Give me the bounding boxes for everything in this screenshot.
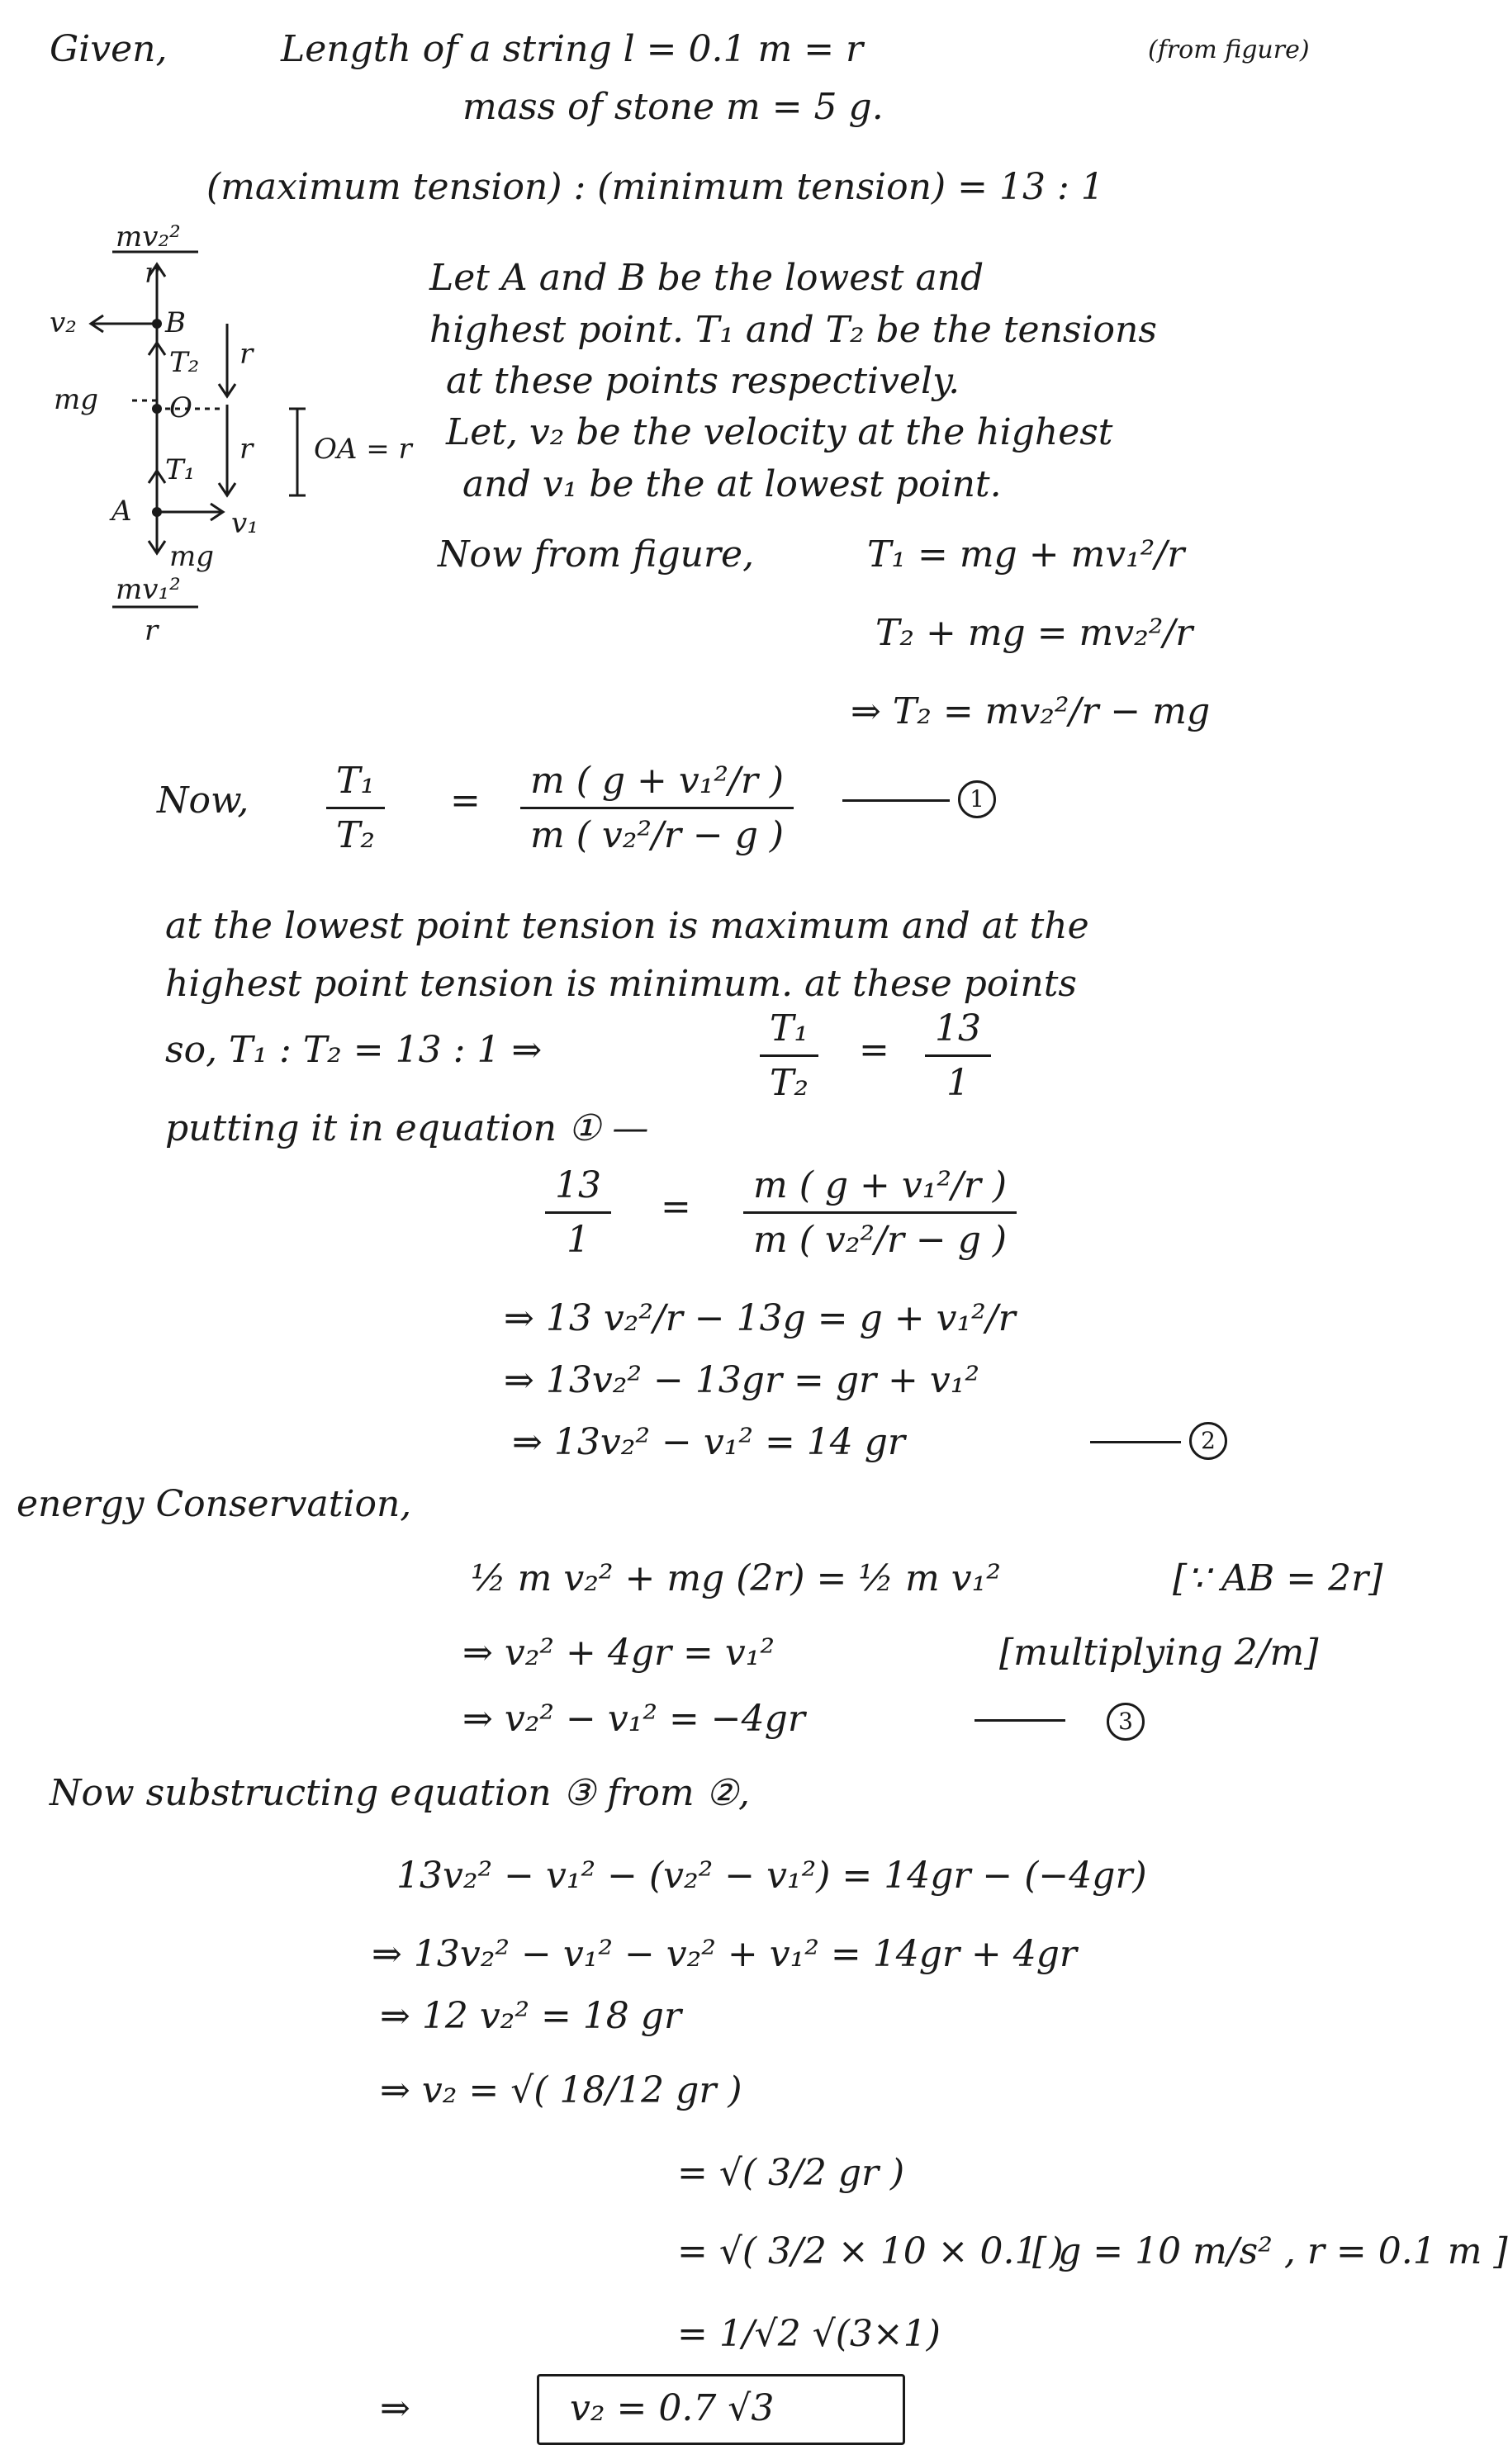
from-figure-note: (from figure) (1148, 36, 1310, 64)
step1-line-3: ⇒ 13v₂² − v₁² = 14 gr (512, 1421, 905, 1463)
top-force-num: mv₂² (116, 220, 181, 254)
final-answer: v₂ = 0.7 √3 (570, 2387, 775, 2429)
subtract-line-6: = √( 3/2 × 10 × 0.1 ) (677, 2230, 1064, 2272)
subtract-line-1: 13v₂² − v₁² − (v₂² − v₁²) = 14gr − (−4gr) (396, 1855, 1147, 1897)
explain-line-5: and v₁ be the at lowest point. (462, 463, 1002, 505)
so-rhs-num: 13 (935, 1007, 981, 1050)
energy-eq-1: ½ m v₂² + mg (2r) = ½ m v₁² (471, 1557, 1001, 1599)
r-upper: r (239, 338, 254, 371)
eq-tag-3: 3 (1107, 1703, 1145, 1741)
subtract-line-4: ⇒ v₂ = √( 18/12 gr ) (380, 2069, 742, 2111)
putting-line: putting it in equation ① — (165, 1107, 649, 1149)
bottom-force-num: mv₁² (116, 573, 181, 606)
energy-eq-3: ⇒ v₂² − v₁² = −4gr (462, 1698, 805, 1740)
sub-lhs-num: 13 (555, 1164, 601, 1206)
now-label: Now, (157, 779, 249, 822)
rhs-den: m ( v₂²/r − g ) (530, 814, 785, 856)
sub-lhs-den: 1 (567, 1219, 590, 1261)
tension-ratio: (maximum tension) : (minimum tension) = 13 : 1 (206, 166, 1104, 208)
so-equals: = (859, 1029, 889, 1071)
energy-note-2: [multiplying 2/m] (999, 1632, 1319, 1674)
oa-label: OA = r (314, 433, 412, 466)
v1-label: v₁ (231, 507, 258, 540)
eq-tag-2: 2 (1189, 1422, 1227, 1460)
given-values-note: [ g = 10 m/s² , r = 0.1 m ] (1032, 2230, 1508, 2272)
so-frac-den: T₂ (770, 1062, 809, 1104)
subtract-line-7: = 1/√2 √(3×1) (677, 2313, 941, 2355)
energy-note-1: [∵ AB = 2r] (1173, 1557, 1383, 1599)
so-rhs-den: 1 (946, 1062, 970, 1104)
ratio-lhs (326, 760, 385, 856)
rhs-num: m ( g + v₁²/r ) (530, 760, 785, 802)
sub-rhs-num: m ( g + v₁²/r ) (753, 1164, 1008, 1206)
point-o: O (169, 391, 192, 424)
t1-label: T₁ (165, 453, 196, 486)
step1-line-1: ⇒ 13 v₂²/r − 13g = g + v₁²/r (504, 1297, 1016, 1339)
sub-equals: = (661, 1186, 691, 1228)
explain-line-3: at these points respectively. (446, 360, 960, 402)
lhs-den: T₂ (336, 814, 375, 856)
energy-eq-2: ⇒ v₂² + 4gr = v₁² (462, 1632, 775, 1674)
sub-rhs-den: m ( v₂²/r − g ) (753, 1219, 1008, 1261)
given-label: Given, (50, 28, 168, 70)
subtract-line-5: = √( 3/2 gr ) (677, 2152, 905, 2194)
so-frac-num: T₁ (770, 1007, 809, 1050)
v2-label: v₂ (50, 306, 77, 339)
t2-label: T₂ (169, 346, 200, 379)
text-line-2: highest point tension is minimum. at these points (165, 963, 1077, 1005)
explain-line-1: Let A and B be the lowest and (429, 257, 984, 299)
subtract-line-2: ⇒ 13v₂² − v₁² − v₂² + v₁² = 14gr + 4gr (372, 1933, 1077, 1975)
ratio-equals: = (450, 779, 481, 822)
subtract-line-3: ⇒ 12 v₂² = 18 gr (380, 1995, 681, 2037)
mg-left: mg (54, 383, 99, 416)
bottom-force-den: r (145, 614, 159, 647)
mg-bottom: mg (169, 540, 215, 573)
final-arrow: ⇒ (380, 2387, 410, 2429)
eq-tag-1: 1 (958, 780, 996, 818)
point-a: A (111, 495, 132, 528)
sub-lhs (545, 1164, 611, 1261)
text-line-1: at the lowest point tension is maximum and at the (165, 905, 1089, 947)
lhs-num: T₁ (336, 760, 375, 802)
explain-line-2: highest point. T₁ and T₂ be the tensions (429, 309, 1157, 351)
so-line: so, T₁ : T₂ = 13 : 1 ⇒ (165, 1029, 543, 1071)
vertical-circle-diagram (33, 220, 413, 677)
from-figure-label: Now from figure, (438, 533, 755, 576)
so-frac-lhs (760, 1007, 818, 1104)
given-length: Length of a string l = 0.1 m = r (281, 28, 864, 70)
given-mass: mass of stone m = 5 g. (462, 86, 884, 128)
t2-equation: T₂ + mg = mv₂²/r (875, 612, 1193, 654)
energy-label: energy Conservation, (17, 1483, 412, 1525)
t1-equation: T₁ = mg + mv₁²/r (867, 533, 1185, 576)
sub-rhs (743, 1164, 1017, 1261)
subtract-label: Now substructing equation ③ from ②, (50, 1772, 750, 1814)
r-lower: r (239, 433, 254, 466)
so-frac-rhs (925, 1007, 991, 1104)
top-force-den: r (145, 257, 159, 290)
step1-line-2: ⇒ 13v₂² − 13gr = gr + v₁² (504, 1359, 980, 1401)
ratio-rhs (520, 760, 794, 856)
explain-line-4: Let, v₂ be the velocity at the highest (446, 411, 1113, 453)
t2-result: ⇒ T₂ = mv₂²/r − mg (851, 690, 1211, 732)
point-b: B (165, 306, 186, 339)
